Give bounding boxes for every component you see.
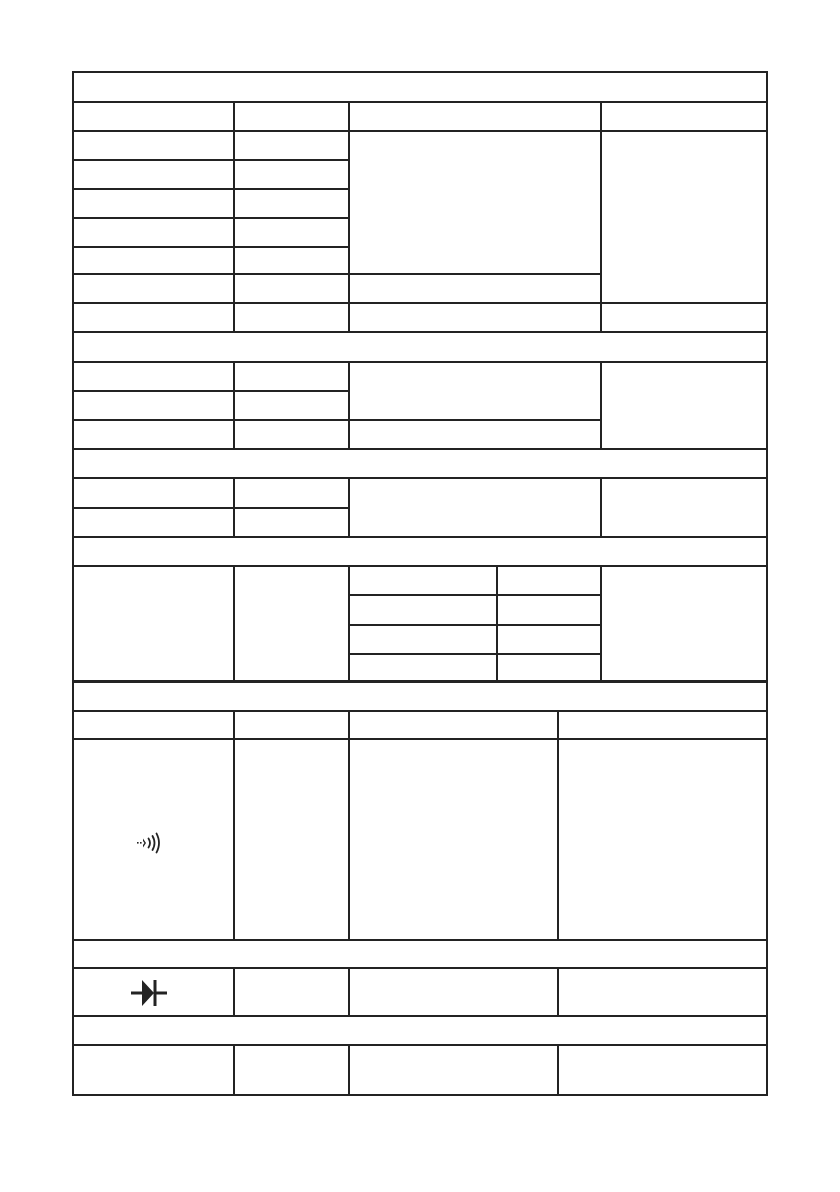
row-rule <box>72 536 768 538</box>
continuity-sound-icon <box>136 832 164 854</box>
row-rule <box>348 653 601 655</box>
col-rule <box>496 565 498 682</box>
row-rule <box>72 738 768 740</box>
row-rule <box>72 361 768 363</box>
row-rule <box>348 624 601 626</box>
row-rule <box>72 710 768 712</box>
col-rule <box>233 101 235 332</box>
col-rule <box>600 477 602 537</box>
table-border-left <box>72 71 74 1096</box>
row-rule <box>72 390 349 392</box>
col-rule <box>348 710 350 940</box>
col-rule <box>348 1044 350 1096</box>
row-rule <box>72 477 768 479</box>
row-rule <box>72 1044 768 1046</box>
row-rule <box>72 331 768 333</box>
row-rule <box>72 273 601 275</box>
col-rule <box>600 101 602 332</box>
row-rule <box>72 448 768 450</box>
row-rule <box>72 246 349 248</box>
row-rule <box>72 101 768 103</box>
col-rule <box>600 361 602 449</box>
col-rule <box>348 101 350 332</box>
table-border-right <box>766 71 768 1096</box>
col-rule <box>557 967 559 1017</box>
col-rule <box>348 477 350 537</box>
row-rule <box>72 159 349 161</box>
col-rule <box>233 565 235 682</box>
row-rule <box>72 419 601 421</box>
row-rule <box>72 565 768 567</box>
row-rule <box>72 939 768 941</box>
row-rule-thick <box>72 680 768 683</box>
diode-symbol-icon <box>129 978 169 1008</box>
col-rule <box>233 967 235 1017</box>
col-rule <box>233 1044 235 1096</box>
row-rule <box>72 302 768 304</box>
col-rule <box>600 565 602 682</box>
col-rule <box>348 361 350 449</box>
row-rule <box>72 1015 768 1017</box>
table-border-bottom <box>72 1094 768 1096</box>
col-rule <box>348 565 350 682</box>
row-rule <box>72 217 349 219</box>
col-rule <box>557 710 559 940</box>
table-border-top <box>72 71 768 73</box>
row-rule <box>348 594 601 596</box>
col-rule <box>233 477 235 537</box>
col-rule <box>348 967 350 1017</box>
col-rule <box>233 710 235 940</box>
row-rule <box>72 507 349 509</box>
col-rule <box>233 361 235 449</box>
col-rule <box>557 1044 559 1096</box>
row-rule <box>72 188 349 190</box>
row-rule <box>72 130 768 132</box>
row-rule <box>72 967 768 969</box>
